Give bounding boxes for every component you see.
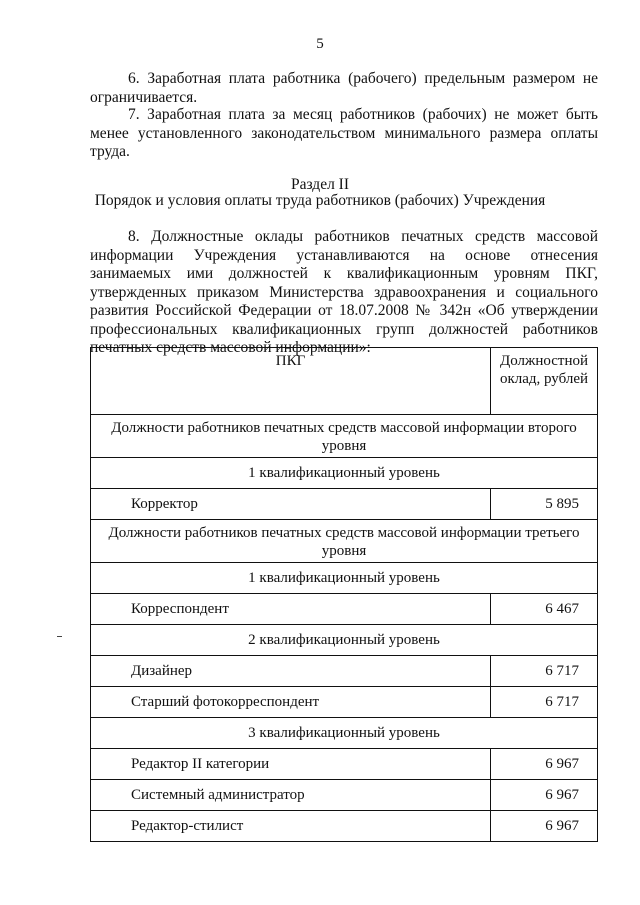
paragraph-7 [90, 106, 598, 162]
group-third-level: Должности работников печатных средств массовой информации третьего уровня [91, 520, 598, 563]
table-row [91, 780, 598, 811]
table-row [91, 749, 598, 780]
group-second-level: Должности работников печатных средств массовой информации второго уровня [91, 415, 598, 458]
table-row [91, 687, 598, 718]
table-row [91, 489, 598, 520]
position-salary: 6 967 [491, 780, 598, 811]
table-header-row [91, 348, 598, 415]
header-pkg: ПКГ [91, 348, 491, 415]
position-salary: 6 717 [491, 687, 598, 718]
position-name: Корректор [91, 489, 491, 520]
position-salary: 6 467 [491, 594, 598, 625]
paragraph-6 [90, 70, 598, 107]
paragraph-8-text: 8. Должностные оклады работников печатных средств массовой информации Учреждения устанавливаются на основе отнесения занимаемых ими должностей к квалификационным уровням ПКГ, утвержденных приказом Министерства здравоохранения и социального развития Российской Федерации от 18.07.2008 № 342н «Об утверждении профессиональных квалификационных групп должностей работников печатных средств массовой информации»: [90, 228, 598, 356]
level-row [91, 563, 598, 594]
position-name: Дизайнер [91, 656, 491, 687]
position-name: Корреспондент [91, 594, 491, 625]
section-number: Раздел II [290, 176, 350, 193]
salary-table [90, 347, 598, 842]
section-title: Порядок и условия оплаты труда работников (рабочих) Учреждения [94, 192, 546, 209]
position-name: Редактор-стилист [91, 811, 491, 842]
level-heading: 2 квалификационный уровень [91, 625, 598, 656]
group-row [91, 415, 598, 458]
group-row [91, 520, 598, 563]
level-heading: 1 квалификационный уровень [91, 563, 598, 594]
paragraph-6-text: 6. Заработная плата работника (рабочего) предельным размером не ограничивается. [90, 70, 598, 106]
table-row [91, 811, 598, 842]
level-row [91, 718, 598, 749]
page-number: 5 [316, 36, 324, 52]
position-salary: 6 717 [491, 656, 598, 687]
position-name: Старший фотокорреспондент [91, 687, 491, 718]
header-salary: Должностной оклад, рублей [491, 348, 598, 415]
position-salary: 6 967 [491, 811, 598, 842]
level-row [91, 458, 598, 489]
position-salary: 5 895 [491, 489, 598, 520]
level-heading: 3 квалификационный уровень [91, 718, 598, 749]
paragraph-7-text: 7. Заработная плата за месяц работников (рабочих) не может быть менее установленного законодательством минимального размера оплаты труда. [90, 106, 598, 160]
position-name: Системный администратор [91, 780, 491, 811]
scan-mark [57, 636, 62, 637]
level-row [91, 625, 598, 656]
paragraph-8 [90, 228, 598, 358]
position-salary: 6 967 [491, 749, 598, 780]
position-name: Редактор II категории [91, 749, 491, 780]
level-heading: 1 квалификационный уровень [91, 458, 598, 489]
table-row [91, 656, 598, 687]
table-row [91, 594, 598, 625]
